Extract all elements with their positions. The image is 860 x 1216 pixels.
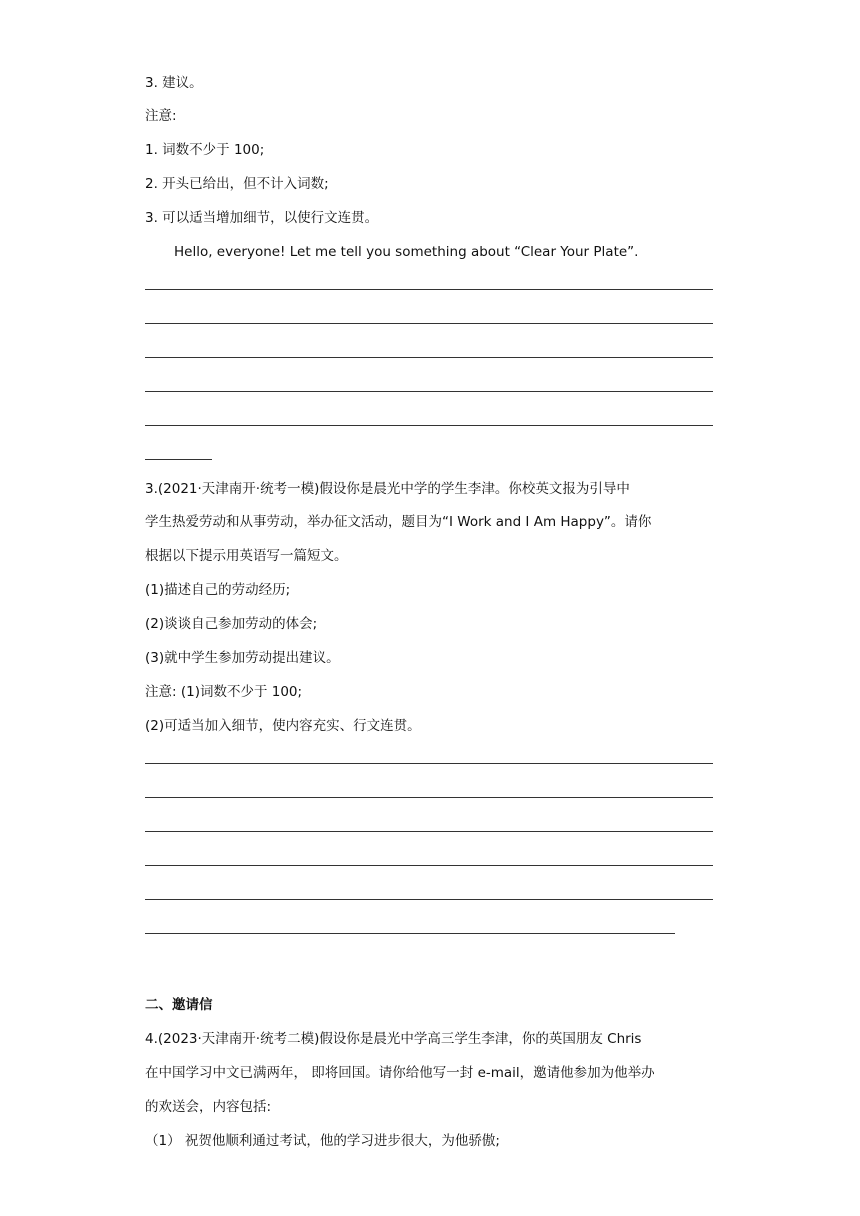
answer-line[interactable] (145, 763, 713, 764)
question-3-prompt-3: (3)就中学生参加劳动提出建议。 (145, 650, 340, 666)
question-3-note-2: (2)可适当加入细节，使内容充实、行文连贯。 (145, 718, 421, 734)
note-item-3: 3. 可以适当增加细节，以使行文连贯。 (145, 210, 379, 226)
answer-line[interactable] (145, 899, 713, 900)
answer-line[interactable] (145, 831, 713, 832)
note-title: 注意: (145, 108, 177, 124)
question-3-note-1: 注意: (1)词数不少于 100; (145, 684, 303, 700)
answer-line[interactable] (145, 391, 713, 392)
section-heading: 二、邀请信 (145, 997, 213, 1013)
answer-line[interactable] (145, 289, 713, 290)
instruction-item-3: 3. 建议。 (145, 75, 203, 91)
question-4-item-1: （1） 祝贺他顺利通过考试，他的学习进步很大，为他骄傲; (145, 1133, 500, 1149)
answer-line[interactable] (145, 797, 713, 798)
answer-line[interactable] (145, 425, 713, 426)
answer-line-short[interactable] (145, 459, 212, 460)
question-4-line-3: 的欢送会，内容包括: (145, 1099, 272, 1115)
answer-line[interactable] (145, 865, 713, 866)
question-3-line-1: 3.(2021·天津南开·统考一模)假设你是晨光中学的学生李津。你校英文报为引导中 (145, 481, 630, 497)
answer-line[interactable] (145, 357, 713, 358)
question-4-line-2: 在中国学习中文已满两年， 即将回国。请你给他写一封 e-mail，邀请他参加为他举办 (145, 1065, 655, 1081)
question-3-line-3: 根据以下提示用英语写一篇短文。 (145, 548, 348, 564)
note-item-1: 1. 词数不少于 100; (145, 142, 265, 158)
essay-opening-line: Hello, everyone! Let me tell you something about “Clear Your Plate”. (174, 244, 639, 260)
question-3-prompt-1: (1)描述自己的劳动经历; (145, 582, 291, 598)
question-4-line-1: 4.(2023·天津南开·统考二模)假设你是晨光中学高三学生李津，你的英国朋友 Chris (145, 1031, 642, 1047)
answer-line[interactable] (145, 323, 713, 324)
question-3-line-2: 学生热爱劳动和从事劳动，举办征文活动，题目为“I Work and I Am Happy”。请你 (145, 514, 652, 530)
note-item-2: 2. 开头已给出，但不计入词数; (145, 176, 329, 192)
answer-line-last[interactable] (145, 933, 675, 934)
question-3-prompt-2: (2)谈谈自己参加劳动的体会; (145, 616, 318, 632)
